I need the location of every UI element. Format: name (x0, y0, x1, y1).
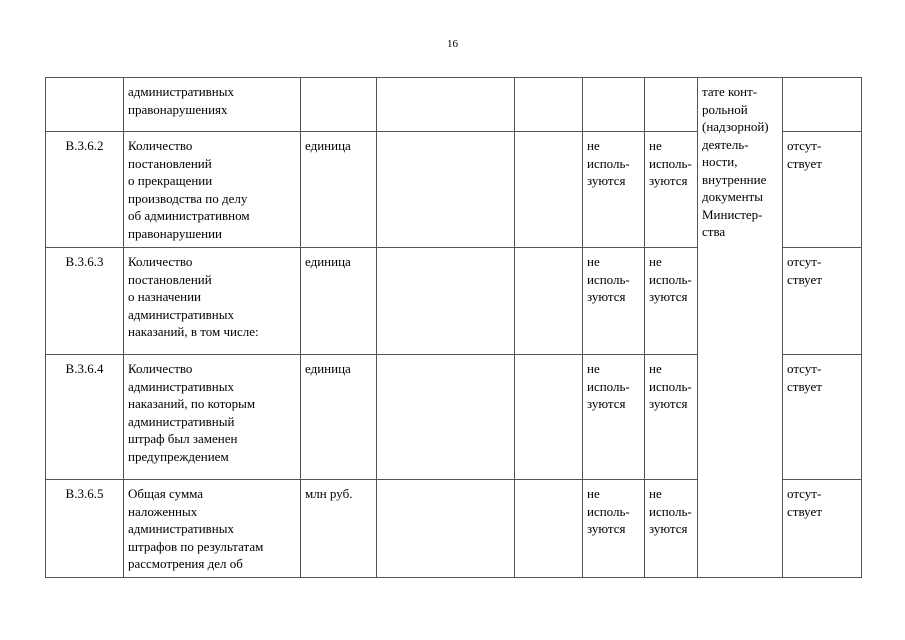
status-cell (783, 248, 862, 355)
code-cell: В.3.6.5 (46, 480, 124, 578)
empty-cell (377, 78, 515, 132)
cell-line: не (587, 361, 600, 376)
method-cell (583, 248, 645, 355)
page-number: 16 (447, 38, 458, 50)
status-cell (783, 78, 862, 132)
empty-cell (377, 248, 515, 355)
cell-line: исполь- (587, 503, 630, 519)
indicators-table (45, 77, 862, 578)
method-cell (583, 78, 645, 132)
cell-line: о прекращении (128, 173, 213, 188)
cell-line: ствует (787, 155, 822, 171)
cell-line: зуются (587, 289, 626, 304)
cell-line: производства по делу (128, 190, 248, 206)
source-cell (698, 78, 783, 578)
code-cell (46, 78, 124, 132)
status-cell (783, 355, 862, 480)
cell-line: правонарушении (128, 225, 222, 241)
method-cell (645, 355, 698, 480)
indicator-cell (124, 132, 301, 248)
cell-line: Количество (128, 254, 193, 269)
cell-line: Количество (128, 361, 193, 376)
unit-cell: единица (301, 132, 377, 248)
code-cell: В.3.6.4 (46, 355, 124, 480)
cell-line: Министер- (702, 206, 763, 222)
unit-cell: единица (301, 248, 377, 355)
code-cell: В.3.6.3 (46, 248, 124, 355)
cell-line: исполь- (587, 271, 630, 287)
cell-line: штраф был заменен (128, 431, 238, 446)
cell-line: отсут- (787, 486, 822, 501)
cell-line: административных (128, 521, 234, 536)
unit-cell (301, 78, 377, 132)
empty-cell (377, 355, 515, 480)
cell-line: рольной (702, 101, 748, 117)
cell-line: наказаний, в том числе: (128, 324, 259, 339)
cell-line: зуются (587, 173, 626, 188)
method-cell (583, 480, 645, 578)
cell-line: не (587, 254, 600, 269)
cell-line: постановлений (128, 271, 212, 287)
method-cell (645, 132, 698, 248)
cell-line: исполь- (649, 155, 692, 171)
cell-line: деятель- (702, 136, 749, 152)
empty-cell (515, 78, 583, 132)
cell-line: Количество (128, 138, 193, 153)
cell-line: зуются (587, 521, 626, 536)
status-cell (783, 132, 862, 248)
cell-line: об административном (128, 208, 250, 223)
cell-line: ствует (787, 271, 822, 287)
unit-cell: млн руб. (301, 480, 377, 578)
cell-line: документы (702, 189, 763, 204)
indicator-cell (124, 355, 301, 480)
cell-line: зуются (649, 173, 688, 188)
method-cell (583, 132, 645, 248)
cell-line: ствует (787, 503, 822, 519)
cell-line: не (649, 486, 662, 501)
cell-line: ности, (702, 154, 738, 169)
cell-line: штрафов по результатам (128, 538, 264, 554)
cell-line: административный (128, 413, 235, 429)
cell-line: о назначении (128, 289, 201, 304)
cell-line: исполь- (587, 155, 630, 171)
cell-line: административных (128, 84, 234, 99)
cell-line: исполь- (587, 378, 630, 394)
empty-cell (377, 480, 515, 578)
cell-line: (надзорной) (702, 119, 769, 134)
cell-line: отсут- (787, 138, 822, 153)
cell-line: исполь- (649, 271, 692, 287)
cell-line: тате конт- (702, 84, 758, 99)
cell-line: отсут- (787, 361, 822, 376)
unit-cell: единица (301, 355, 377, 480)
cell-line: ствует (787, 378, 822, 394)
empty-cell (377, 132, 515, 248)
cell-line: правонарушениях (128, 101, 228, 117)
cell-line: отсут- (787, 254, 822, 269)
cell-line: наложенных (128, 503, 198, 519)
cell-line: постановлений (128, 155, 212, 171)
indicator-cell (124, 248, 301, 355)
cell-line: не (587, 138, 600, 153)
cell-line: зуются (587, 396, 626, 411)
cell-line: не (649, 254, 662, 269)
cell-line: внутренние (702, 171, 767, 187)
cell-line: зуются (649, 289, 688, 304)
empty-cell (515, 132, 583, 248)
empty-cell (515, 355, 583, 480)
cell-line: ства (702, 224, 726, 239)
cell-line: предупреждением (128, 448, 229, 464)
cell-line: рассмотрения дел об (128, 556, 243, 571)
status-cell (783, 480, 862, 578)
cell-line: не (649, 361, 662, 376)
cell-line: зуются (649, 396, 688, 411)
indicator-cell (124, 480, 301, 578)
method-cell (645, 78, 698, 132)
indicator-cell (124, 78, 301, 132)
cell-line: административных (128, 378, 234, 394)
cell-line: не (587, 486, 600, 501)
method-cell (645, 480, 698, 578)
cell-line: административных (128, 306, 234, 322)
table-row (46, 78, 862, 132)
method-cell (583, 355, 645, 480)
empty-cell (515, 248, 583, 355)
cell-line: не (649, 138, 662, 153)
empty-cell (515, 480, 583, 578)
cell-line: Общая сумма (128, 486, 204, 501)
method-cell (645, 248, 698, 355)
cell-line: исполь- (649, 503, 692, 519)
cell-line: зуются (649, 521, 688, 536)
cell-line: наказаний, по которым (128, 396, 256, 411)
code-cell: В.3.6.2 (46, 132, 124, 248)
cell-line: исполь- (649, 378, 692, 394)
